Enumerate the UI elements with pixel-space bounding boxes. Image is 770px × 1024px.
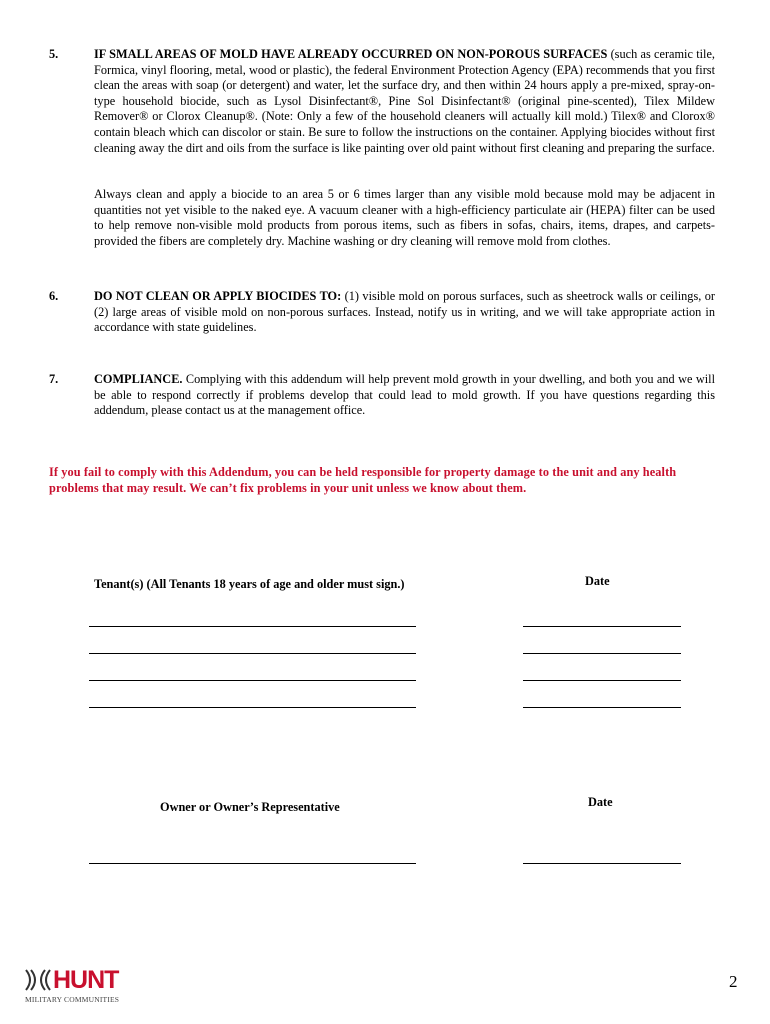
owner-signature-line[interactable] — [89, 863, 416, 864]
section-6-paragraph — [94, 289, 715, 336]
tenant-date-line-4[interactable] — [523, 707, 681, 708]
section-6-heading: DO NOT CLEAN OR APPLY BIOCIDES TO: — [94, 289, 342, 303]
compliance-warning: If you fail to comply with this Addendum, you can be held responsible for property damage to the unit and any health problems that may result. We can’t fix problems in your unit unless we know about them. — [49, 465, 677, 495]
section-5-number: 5. — [49, 47, 59, 61]
section-7-body: Complying with this addendum will help prevent mold growth in your dwelling, and both you and we will be able to respond correctly if problems develop that could lead to mold growth. If you have questions regarding this addendum, please contact us at the management office. — [94, 372, 715, 418]
section-5-paragraph — [94, 47, 715, 156]
tenant-date-label: Date — [585, 574, 610, 588]
section-7-paragraph — [94, 372, 715, 419]
section-5-paragraph-2: Always clean and apply a biocide to an area 5 or 6 times larger than any visible mold because mold may be adjacent in quantities not yet visible to the naked eye. A vacuum cleaner with a high-efficiency particulate air (HEPA) filter can be used to help remove non-visible mold products from porous items, such as fibers in sofas, chairs, items, drapes, and carpets- provided the fibers are completely dry. Machine washing or dry cleaning will remove mold from clothes. — [94, 187, 715, 248]
section-5-body: (such as ceramic tile, Formica, vinyl flooring, metal, wood or plastic), the federal Environment Protection Agency (EPA) recommends that you first clean the areas with soap (or detergent) and water, let the surface dry, and then within 24 hours apply a pre-mixed, spray-on-type household biocide, such as Lysol Disinfectant®, Pine Sol Disinfectant® (original pine-scented), Tilex Mildew Remover® or Clorox Cleanup®. (Note: Only a few of the household cleaners will actually kill mold.) Tilex® and Clorox® contain bleach which can discolor or stain. Be sure to follow the instructions on the container. Applying biocides without first cleaning away the dirt and oils from the surface is like painting over old paint without first cleaning and preparing the surface. — [94, 47, 715, 155]
owner-signature-label: Owner or Owner’s Representative — [160, 800, 340, 814]
hunt-logo-text: HUNT — [53, 966, 119, 994]
section-6-body: (1) visible mold on porous surfaces, such as sheetrock walls or ceilings, or (2) large areas of visible mold on non-porous surfaces. Instead, notify us in writing, and we will take appropriate action in accordance with state guidelines. — [94, 289, 715, 335]
owner-date-line[interactable] — [523, 863, 681, 864]
owner-date-label: Date — [588, 795, 613, 809]
tenant-signature-label: Tenant(s) (All Tenants 18 years of age and older must sign.) — [94, 577, 405, 591]
tenant-date-line-1[interactable] — [523, 626, 681, 627]
section-6-number: 6. — [49, 289, 59, 303]
hunt-logo-mark-icon — [25, 969, 51, 991]
hunt-logo-subtext: MILITARY COMMUNITIES — [25, 995, 120, 1004]
tenant-date-line-2[interactable] — [523, 653, 681, 654]
tenant-signature-line-2[interactable] — [89, 653, 416, 654]
tenant-signature-line-4[interactable] — [89, 707, 416, 708]
tenant-signature-line-3[interactable] — [89, 680, 416, 681]
section-7-number: 7. — [49, 372, 59, 386]
section-7-heading: COMPLIANCE. — [94, 372, 183, 386]
section-5-heading: IF SMALL AREAS OF MOLD HAVE ALREADY OCCURRED ON NON-POROUS SURFACES — [94, 47, 608, 61]
tenant-date-line-3[interactable] — [523, 680, 681, 681]
tenant-signature-line-1[interactable] — [89, 626, 416, 627]
page-number: 2 — [729, 972, 738, 991]
